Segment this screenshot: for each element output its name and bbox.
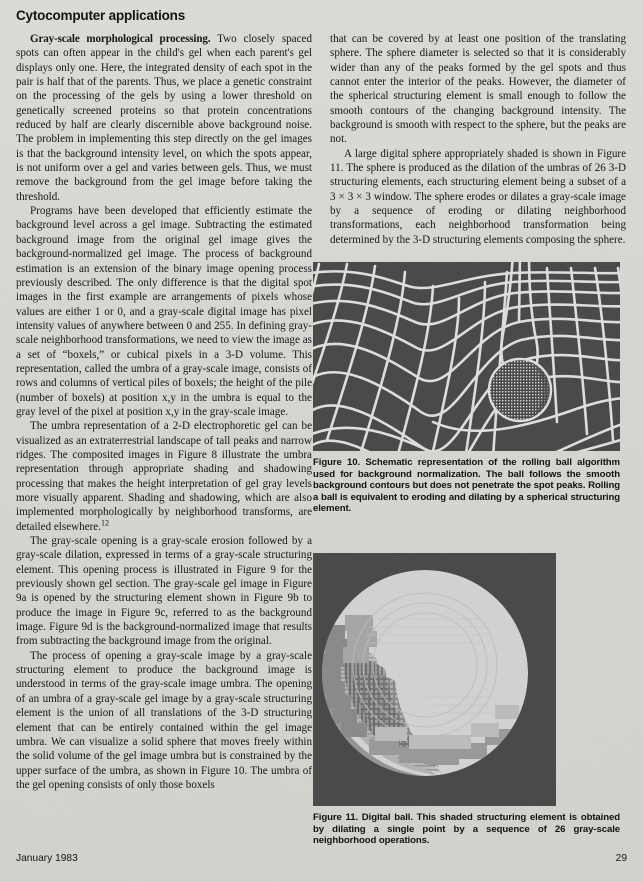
paragraph-lead-in: Gray-scale morphological processing. (30, 33, 211, 45)
page-title: Cytocomputer applications (16, 8, 186, 23)
right-text-column (330, 32, 626, 247)
paragraph (16, 204, 312, 419)
paragraph (16, 534, 312, 649)
figure-10 (313, 262, 620, 515)
paragraph-body: that can be covered by at least one position of the translating sphere. The sphere diameter is selected so that it is considerably wider than any of the peaks formed by the gel spots and thus cannot enter the interior of the peaks. However, the diameter of the spherical structuring element is small enough to follow the smooth contours of the changing background intensity. The background is smooth with respect to the sphere, but the peaks are not. (330, 33, 626, 146)
paragraph-body: Programs have been developed that efficiently estimate the background level across a gel image. Subtracting the estimated background image from the original gel image gives the background-normalized gel image. The process of background estimation is an extension of the binary image opening process previously described. The only difference is that the digital spot images in the first example are arrangements of pixels whose values are either 1 or 0, and a gray-scale digital image has pixel intensity values of anywhere between 0 and 255. In defining gray-scale neighborhood transformations, we need to view the image as a set of “boxels,” or cubical pixels in a 3-D volume. This representation, called the umbra of a gray-scale image, consists of rows and columns of vertical piles of boxels; the height of the pile (number of boxels) at position x,y in the umbra is equal to the gray level of the pixel at position x,y in the gray-scale image. (16, 205, 312, 418)
paragraph (16, 649, 312, 792)
rolling-ball-mesh-surface-image (313, 262, 620, 451)
footer-issue-date: January 1983 (16, 853, 78, 864)
paragraph (16, 419, 312, 534)
paragraph (330, 32, 626, 147)
page-footer (16, 853, 627, 867)
figure-11-caption: Figure 11. Digital ball. This shaded structuring element is obtained by dilating a single point by a sequence of 26 gray-scale neighborhood operations. (313, 812, 620, 847)
paragraph-body: A large digital sphere appropriately shaded is shown in Figure 11. The sphere is produced as the dilation of the umbras of 26 3-D structuring elements, each structuring element being a subset of a 3 × 3 × 3 window. The sphere erodes or dilates a gray-scale image by a sequence of eroding or dilating neighborhood transformations, each neighborhood transformation being determined by the 3-D structuring elements composing the sphere. (330, 147, 626, 246)
footer-page-number: 29 (615, 853, 627, 864)
footnote-marker: 12 (101, 518, 110, 527)
paragraph-body: The umbra representation of a 2-D electrophoretic gel can be visualized as an extraterrestrial landscape of tall peaks and narrow ridges. The composited images in Figure 8 illustrate the umbra representation through appropriate shading and shadowing processing that makes the height interpretation of gel gray levels more visually apparent. Shading and shadowing, which are also implemented morphologically by neighborhood transforms, are detailed elsewhere. (16, 420, 312, 533)
paragraph-body: The process of opening a gray-scale image by a gray-scale structuring element to produce the background image is understood in terms of the gray-scale image umbra. The opening of an umbra of a gray-scale gel image by a gray-scale structuring element is the union of all translations of the 3-D structuring element that can be entirely contained within the gel image umbra. We can visualize a solid sphere that moves freely within the solid volume of the gel image umbra but is constrained by the upper surface of the umbra, as shown in Figure 10. The umbra of the gel opening consists of only those boxels (16, 649, 312, 791)
figure-11 (313, 553, 620, 847)
paragraph-body: Two closely spaced spots can often appear in the child's gel when each parent's gel displays only one. Here, the integrated density of each spot in the pair is half that of the parents. Thus, we place a genetic constraint on the processing of the gels by using a lower threshold on genetically screened proteins so that protein concentrations reduced by half are clearly discernible above background noise. The problem in implementing this step directly on the gel images is that the background intensity level, on which the spots appear, is not uniform over a gel and varies between gels. Thus, we must remove the background from the gel image before taking the threshold. (16, 33, 313, 203)
left-text-column (16, 32, 312, 792)
paragraph (330, 147, 626, 247)
paragraph-body: The gray-scale opening is a gray-scale erosion followed by a gray-scale dilation, expressed in terms of a gray-scale structuring element. This opening process is illustrated in Figure 9 for the previously shown gel section. The gray-scale gel image in Figure 9a is opened by the structuring element shown in Figure 9b to produce the image in Figure 9c, referred to as the background image. Figure 9d is the background-normalized image that results from subtracting the background image from the original. (16, 535, 312, 648)
figure-10-caption: Figure 10. Schematic representation of the rolling ball algorithm used for background normalization. The ball follows the smooth background contours but does not penetrate the spot peaks. Rolling a ball is equivalent to eroding and dilating by a spherical structuring element. (313, 457, 620, 515)
paragraph (16, 32, 312, 204)
digital-ball-shaded-sphere-image (313, 553, 556, 806)
